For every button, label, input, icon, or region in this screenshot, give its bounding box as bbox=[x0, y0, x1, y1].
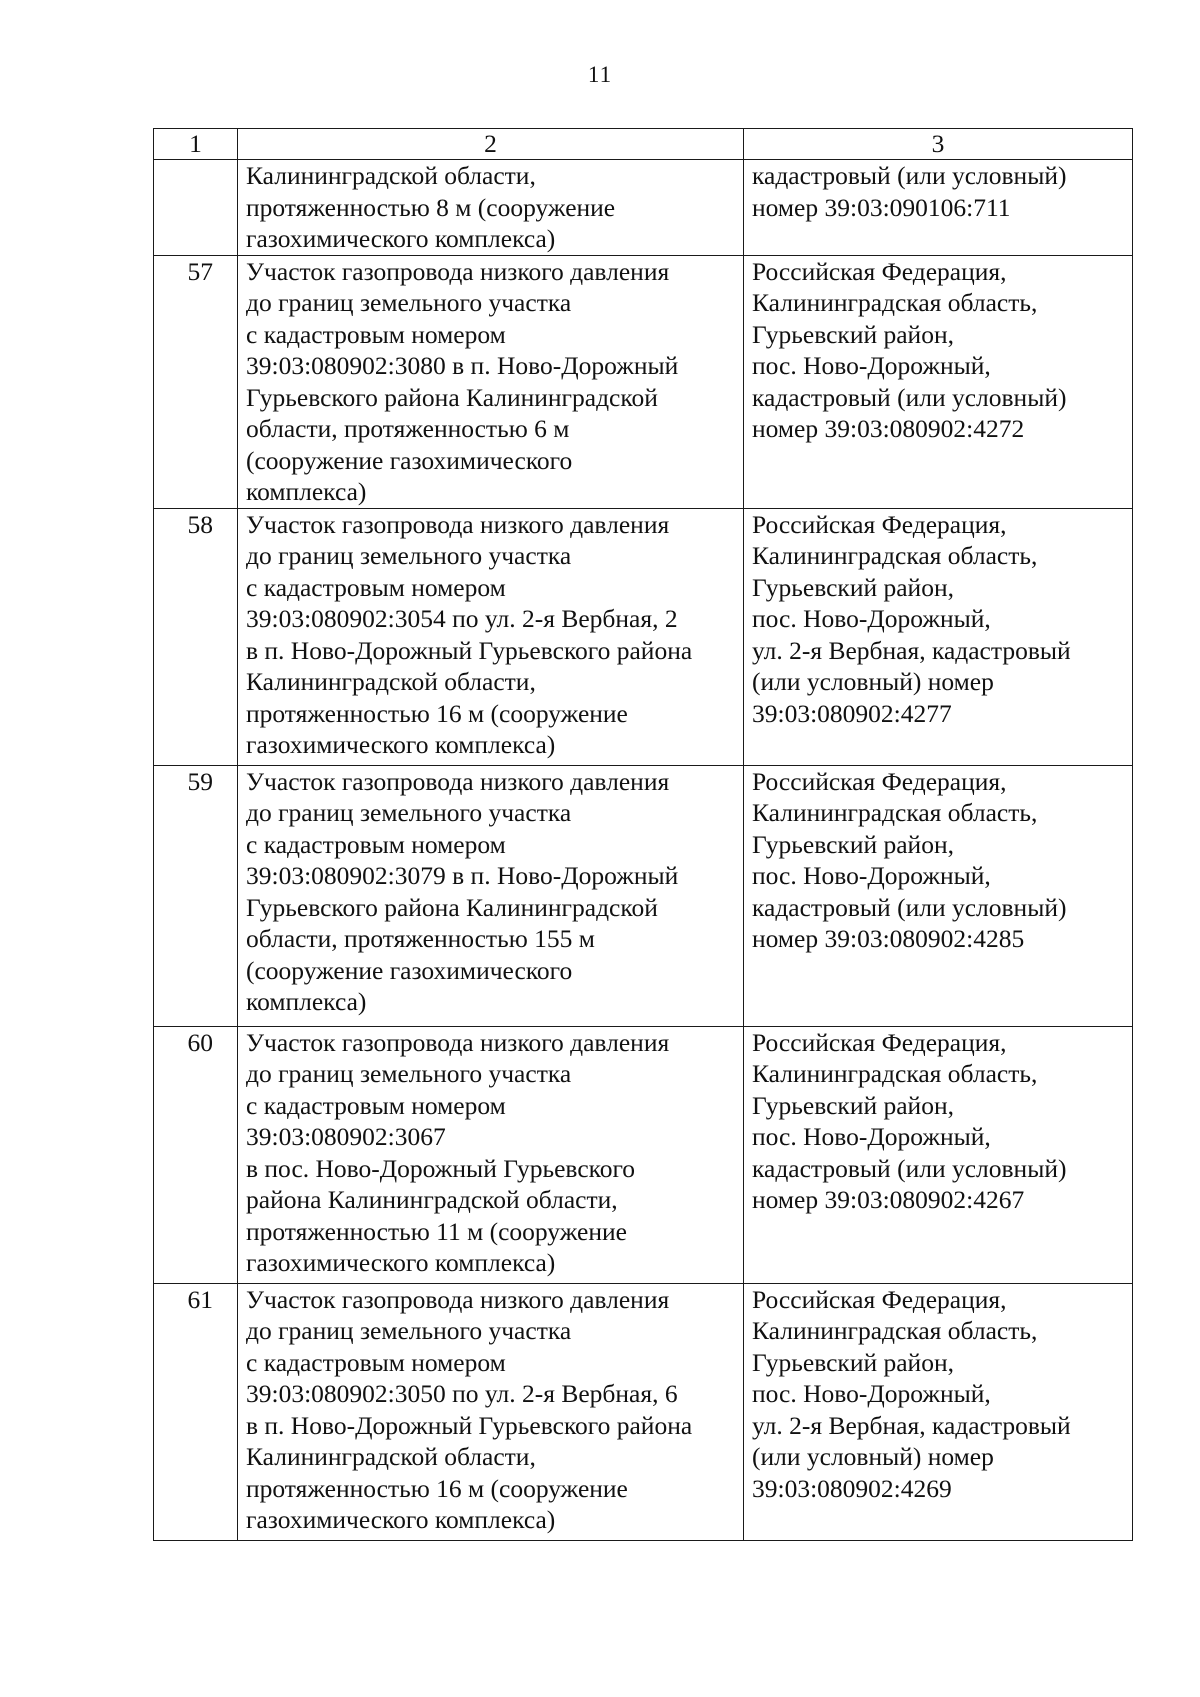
table-row bbox=[154, 1026, 1133, 1283]
row-number-cell: 60 bbox=[154, 1026, 238, 1283]
object-description-cell: Участок газопровода низкого давления до границ земельного участка с кадастровым номером 39:03:080902:3054 по ул. 2-я Вербная, 2 в п. Ново-Дорожный Гурьевского района Калининградской области, протяженностью 16 м (сооружение газохимического комплекса) bbox=[238, 508, 744, 765]
object-description-cell: Участок газопровода низкого давления до границ земельного участка с кадастровым номером 39:03:080902:3050 по ул. 2-я Вербная, 6 в п. Ново-Дорожный Гурьевского района Калининградской области, протяженностью 16 м (сооружение газохимического комплекса) bbox=[238, 1283, 744, 1540]
object-address-cell: Российская Федерация, Калининградская область, Гурьевский район, пос. Ново-Дорожный, кадастровый (или условный) номер 39:03:080902:4272 bbox=[744, 255, 1133, 508]
column-header-1: 1 bbox=[154, 129, 238, 160]
object-description-cell: Участок газопровода низкого давления до границ земельного участка с кадастровым номером 39:03:080902:3080 в п. Ново-Дорожный Гурьевского района Калининградской области, протяженностью 6 м (сооружение газохимического комплекса) bbox=[238, 255, 744, 508]
registry-table bbox=[153, 128, 1133, 1541]
object-address-cell: кадастровый (или условный) номер 39:03:090106:711 bbox=[744, 160, 1133, 256]
object-address-cell: Российская Федерация, Калининградская область, Гурьевский район, пос. Ново-Дорожный, ул. 2-я Вербная, кадастровый (или условный) номер 39:03:080902:4269 bbox=[744, 1283, 1133, 1540]
object-address-cell: Российская Федерация, Калининградская область, Гурьевский район, пос. Ново-Дорожный, кадастровый (или условный) номер 39:03:080902:4267 bbox=[744, 1026, 1133, 1283]
table-header-row bbox=[154, 129, 1133, 160]
table-row bbox=[154, 255, 1133, 508]
table-row bbox=[154, 508, 1133, 765]
column-header-3: 3 bbox=[744, 129, 1133, 160]
object-description-cell: Калининградской области, протяженностью 8 м (сооружение газохимического комплекса) bbox=[238, 160, 744, 256]
column-header-2: 2 bbox=[238, 129, 744, 160]
object-description-cell: Участок газопровода низкого давления до границ земельного участка с кадастровым номером 39:03:080902:3079 в п. Ново-Дорожный Гурьевского района Калининградской области, протяженностью 155 м (сооружение газохимического комплекса) bbox=[238, 765, 744, 1026]
row-number-cell: 57 bbox=[154, 255, 238, 508]
row-number-cell bbox=[154, 160, 238, 256]
table-row bbox=[154, 765, 1133, 1026]
table-row bbox=[154, 1283, 1133, 1540]
row-number-cell: 58 bbox=[154, 508, 238, 765]
object-description-cell: Участок газопровода низкого давления до границ земельного участка с кадастровым номером 39:03:080902:3067 в пос. Ново-Дорожный Гурьевского района Калининградской области, протяженностью 11 м (сооружение газохимического комплекса) bbox=[238, 1026, 744, 1283]
row-number-cell: 61 bbox=[154, 1283, 238, 1540]
object-address-cell: Российская Федерация, Калининградская область, Гурьевский район, пос. Ново-Дорожный, ул. 2-я Вербная, кадастровый (или условный) номер 39:03:080902:4277 bbox=[744, 508, 1133, 765]
page-number: 11 bbox=[587, 62, 613, 87]
table-row bbox=[154, 160, 1133, 256]
object-address-cell: Российская Федерация, Калининградская область, Гурьевский район, пос. Ново-Дорожный, кадастровый (или условный) номер 39:03:080902:4285 bbox=[744, 765, 1133, 1026]
row-number-cell: 59 bbox=[154, 765, 238, 1026]
